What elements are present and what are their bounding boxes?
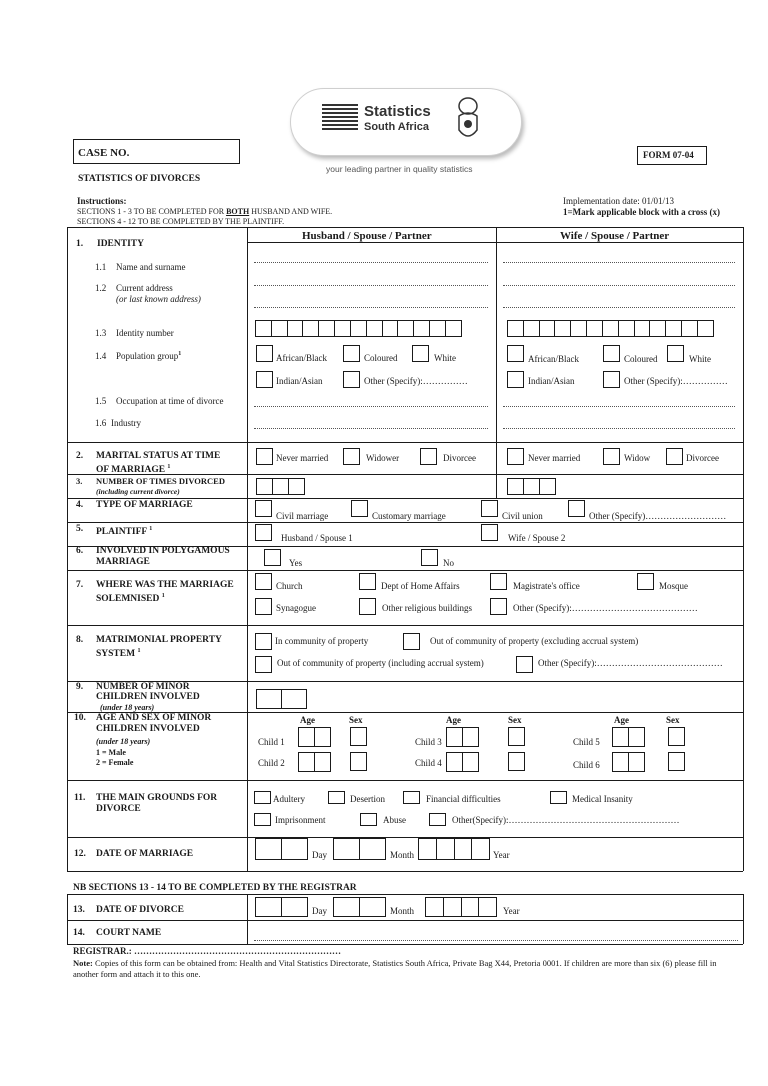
instructions-line2: SECTIONS 4 - 12 TO BE COMPLETED BY THE PLAINTIFF. (77, 217, 285, 226)
divorce-year[interactable] (425, 897, 496, 917)
divorce-month-label: Month (390, 906, 415, 916)
financial-label: Financial difficulties (426, 794, 501, 804)
w-pop-indian-checkbox[interactable] (507, 371, 524, 388)
w-pop-african-label: African/Black (528, 354, 579, 364)
child2-label: Child 2 (258, 758, 285, 768)
w-pop-other-label: Other (Specify):…………… (624, 376, 728, 386)
age-header-1: Age (300, 715, 315, 725)
form-number: FORM 07-04 (643, 150, 694, 160)
h-pop-african-checkbox[interactable] (256, 345, 273, 362)
s1-4-num: 1.4 (95, 351, 107, 361)
solemnised-other-checkbox[interactable] (490, 598, 507, 615)
s7-title-2 (96, 591, 165, 605)
s1-title: IDENTITY (97, 239, 144, 249)
child6-sex[interactable] (668, 752, 685, 771)
s1-num: 1. (76, 239, 84, 249)
religious-building-checkbox[interactable] (359, 598, 376, 615)
s7-num: 7. (76, 580, 84, 590)
s10-num: 10. (74, 713, 86, 723)
s1-6-label: Industry (111, 418, 141, 428)
instr-emph: BOTH (226, 207, 250, 216)
case-no-label: CASE NO. (78, 147, 130, 159)
adultery-checkbox[interactable] (254, 791, 271, 804)
church-label: Church (276, 581, 303, 591)
mosque-checkbox[interactable] (637, 573, 654, 590)
footer-note-label: Note: (73, 958, 93, 968)
h-pop-white-label: White (434, 353, 456, 363)
husband-times-divorced[interactable] (256, 478, 303, 495)
h-never-married-checkbox[interactable] (256, 448, 273, 465)
out-excluding-label: Out of community of property (excluding accrual system) (430, 636, 639, 646)
out-excluding-checkbox[interactable] (403, 633, 420, 650)
child3-sex[interactable] (508, 727, 525, 746)
child4-label: Child 4 (415, 758, 442, 768)
wife-times-divorced[interactable] (507, 478, 554, 495)
home-affairs-label: Dept of Home Affairs (381, 581, 460, 591)
instructions-heading: Instructions: (77, 196, 127, 206)
husband-industry-field[interactable] (254, 428, 488, 429)
polygamous-yes-checkbox[interactable] (264, 549, 281, 566)
child3-age[interactable] (446, 727, 478, 747)
minor-children-count[interactable] (256, 689, 306, 709)
plaintiff-spouse2-label: Wife / Spouse 2 (508, 533, 566, 543)
civil-marriage-checkbox[interactable] (255, 500, 272, 517)
h-divorcee-label: Divorcee (443, 453, 476, 463)
column-wife: Wife / Spouse / Partner (560, 230, 670, 242)
civil-union-checkbox[interactable] (481, 500, 498, 517)
synagogue-checkbox[interactable] (255, 598, 272, 615)
s6-title-2: MARRIAGE (96, 557, 150, 567)
s7-sup: 1 (161, 593, 165, 599)
magistrate-checkbox[interactable] (490, 573, 507, 590)
child4-age[interactable] (446, 752, 478, 772)
s6-num: 6. (76, 546, 84, 556)
registrar-note: NB SECTIONS 13 - 14 TO BE COMPLETED BY THE REGISTRAR (73, 883, 357, 893)
coat-of-arms-icon (453, 96, 483, 146)
h-widower-label: Widower (366, 453, 400, 463)
in-community-checkbox[interactable] (255, 633, 272, 650)
mosque-label: Mosque (659, 581, 688, 591)
s4-title: TYPE OF MARRIAGE (96, 500, 193, 510)
s3-num: 3. (76, 476, 83, 486)
logo-subtitle: South Africa (364, 121, 429, 133)
mark-instruction: 1=Mark applicable block with a cross (x) (563, 207, 720, 217)
marriage-day[interactable] (255, 838, 307, 860)
s7-title-2-text: SOLEMNISED (96, 594, 160, 605)
s1-4-text: Population group (116, 351, 179, 361)
synagogue-label: Synagogue (276, 603, 316, 613)
church-checkbox[interactable] (255, 573, 272, 590)
marriage-month-label: Month (390, 850, 415, 860)
divorce-day[interactable] (255, 897, 307, 917)
s2-title-2 (96, 462, 170, 476)
instr-post: HUSBAND AND WIFE. (249, 207, 333, 216)
solemnised-other-label: Other (Specify):…………………………………… (513, 603, 698, 613)
abuse-checkbox[interactable] (360, 813, 377, 826)
h-pop-white-checkbox[interactable] (412, 345, 429, 362)
age-header-2: Age (446, 715, 461, 725)
religious-building-label: Other religious buildings (382, 603, 472, 613)
customary-marriage-label: Customary marriage (372, 511, 446, 521)
home-affairs-checkbox[interactable] (359, 573, 376, 590)
adultery-label: Adultery (273, 794, 305, 804)
s6-title-1: INVOLVED IN POLYGAMOUS (96, 546, 230, 556)
abuse-label: Abuse (383, 815, 406, 825)
child5-sex[interactable] (668, 727, 685, 746)
s1-4-sup: 1 (178, 351, 182, 357)
age-header-3: Age (614, 715, 629, 725)
divorce-year-label: Year (503, 906, 520, 916)
implementation-date: Implementation date: 01/01/13 (563, 196, 674, 206)
desertion-label: Desertion (350, 794, 385, 804)
s12-num: 12. (74, 849, 86, 859)
s13-title: DATE OF DIVORCE (96, 905, 184, 915)
husband-address-field-1[interactable] (254, 285, 488, 286)
s7-title-1: WHERE WAS THE MARRIAGE (96, 580, 234, 590)
insanity-checkbox[interactable] (550, 791, 567, 804)
w-divorcee-checkbox[interactable] (666, 448, 683, 465)
s10-title-2: CHILDREN INVOLVED (96, 724, 200, 734)
child1-sex[interactable] (350, 727, 367, 746)
marriage-other-checkbox[interactable] (568, 500, 585, 517)
marriage-other-label: Other (Specify)……………………… (589, 511, 727, 521)
s10-title-1: AGE AND SEX OF MINOR (96, 713, 212, 723)
h-divorcee-checkbox[interactable] (420, 448, 437, 465)
polygamous-no-label: No (443, 558, 454, 568)
wife-id-number[interactable] (507, 320, 713, 337)
s11-title-2: DIVORCE (96, 804, 141, 814)
sex-header-3: Sex (666, 715, 680, 725)
h-pop-indian-label: Indian/Asian (276, 376, 323, 386)
child6-label: Child 6 (573, 760, 600, 770)
instructions-line1 (77, 207, 332, 216)
w-pop-other-checkbox[interactable] (603, 371, 620, 388)
logo-title: Statistics (364, 103, 431, 120)
child1-label: Child 1 (258, 737, 285, 747)
husband-id-number[interactable] (255, 320, 461, 337)
s14-num: 14. (73, 928, 85, 938)
civil-marriage-label: Civil marriage (276, 511, 329, 521)
property-other-checkbox[interactable] (516, 656, 533, 673)
out-including-label: Out of community of property (including accrual system) (277, 658, 484, 668)
s13-num: 13. (73, 905, 85, 915)
s3-sub: (including current divorce) (96, 487, 180, 496)
s10-sub: (under 18 years) (96, 737, 151, 746)
sex-header-2: Sex (508, 715, 522, 725)
wife-occupation-field[interactable] (503, 406, 735, 407)
h-pop-african-label: African/Black (276, 353, 327, 363)
s1-5-num: 1.5 (95, 396, 107, 406)
s5-title (96, 524, 152, 538)
s1-3-num: 1.3 (95, 328, 107, 338)
s1-2-label: Current address (116, 283, 173, 293)
imprisonment-label: Imprisonment (275, 815, 326, 825)
financial-checkbox[interactable] (403, 791, 420, 804)
s1-1-num: 1.1 (95, 262, 107, 272)
s1-1-label: Name and surname (116, 262, 186, 272)
child2-age[interactable] (298, 752, 330, 772)
husband-name-field[interactable] (254, 262, 488, 263)
marriage-day-label: Day (312, 850, 327, 860)
footer-note-text: Copies of this form can be obtained from: Health and Vital Statistics Directorate, Statistics South Africa, Private Bag X44, Pretoria 0001. If children are more than six (6) please fill in another form and attach it to this one. (73, 958, 717, 979)
s1-2-num: 1.2 (95, 283, 107, 293)
s2-title-2-text: OF MARRIAGE (96, 465, 166, 476)
s5-sup: 1 (149, 526, 153, 532)
s9-num: 9. (76, 682, 84, 692)
s2-sup: 1 (167, 464, 171, 470)
customary-marriage-checkbox[interactable] (351, 500, 368, 517)
imprisonment-checkbox[interactable] (254, 813, 271, 826)
marriage-month[interactable] (333, 838, 385, 860)
in-community-label: In community of property (275, 636, 369, 646)
grounds-other-checkbox[interactable] (429, 813, 446, 826)
s1-4-label (116, 351, 181, 361)
plaintiff-spouse2-checkbox[interactable] (481, 524, 498, 541)
w-pop-coloured-checkbox[interactable] (603, 345, 620, 362)
s12-title: DATE OF MARRIAGE (96, 849, 194, 859)
s8-title-1: MATRIMONIAL PROPERTY (96, 635, 222, 645)
s8-title-2-text: SYSTEM (96, 649, 136, 660)
s1-3-label: Identity number (116, 328, 174, 338)
sex-header-1: Sex (349, 715, 363, 725)
footer-note (73, 958, 738, 980)
h-never-married-label: Never married (276, 453, 329, 463)
h-pop-coloured-label: Coloured (364, 353, 398, 363)
h-pop-other-label: Other (Specify):…………… (364, 376, 468, 386)
s10-female: 2 = Female (96, 758, 134, 767)
s1-2-sublabel: (or last known address) (116, 294, 201, 304)
s2-title-1: MARITAL STATUS AT TIME (96, 451, 221, 461)
s9-title-2: CHILDREN INVOLVED (96, 692, 200, 702)
tagline: your leading partner in quality statistics (326, 164, 473, 174)
s11-title-1: THE MAIN GROUNDS FOR (96, 793, 218, 803)
grounds-other-label: Other(Specify):………………………………………………… (452, 815, 680, 825)
divorce-day-label: Day (312, 906, 327, 916)
child5-label: Child 5 (573, 737, 600, 747)
page-title: STATISTICS OF DIVORCES (78, 174, 201, 184)
w-pop-white-checkbox[interactable] (667, 345, 684, 362)
s2-num: 2. (76, 451, 84, 461)
w-widow-label: Widow (624, 453, 651, 463)
stats-sa-logo-mark (322, 102, 358, 134)
wife-name-field[interactable] (503, 262, 735, 263)
plaintiff-spouse1-checkbox[interactable] (255, 524, 272, 541)
s8-num: 8. (76, 635, 84, 645)
polygamous-no-checkbox[interactable] (421, 549, 438, 566)
marriage-year[interactable] (418, 838, 489, 860)
polygamous-yes-label: Yes (289, 558, 303, 568)
civil-union-label: Civil union (502, 511, 543, 521)
husband-occupation-field[interactable] (254, 406, 488, 407)
insanity-label: Medical Insanity (572, 794, 633, 804)
s5-num: 5. (76, 524, 84, 534)
out-including-checkbox[interactable] (255, 656, 272, 673)
child5-age[interactable] (612, 727, 644, 747)
instr-pre: SECTIONS 1 - 3 TO BE COMPLETED FOR (77, 207, 227, 216)
w-never-married-label: Never married (528, 453, 581, 463)
property-other-label: Other (Specify):…………………………………… (538, 658, 723, 668)
s14-title: COURT NAME (96, 928, 162, 938)
wife-address-field-2[interactable] (503, 307, 735, 308)
s8-title-2 (96, 646, 140, 660)
child4-sex[interactable] (508, 752, 525, 771)
w-never-married-checkbox[interactable] (507, 448, 524, 465)
s9-sub: (under 18 years) (100, 703, 155, 712)
s5-title-text: PLAINTIFF (96, 527, 147, 538)
w-pop-white-label: White (689, 354, 711, 364)
s3-title: NUMBER OF TIMES DIVORCED (96, 476, 225, 486)
w-pop-coloured-label: Coloured (624, 354, 658, 364)
magistrate-label: Magistrate's office (513, 581, 580, 591)
registrar-signature: REGISTRAR.: …………………………………………………………… (73, 946, 342, 956)
w-pop-indian-label: Indian/Asian (528, 376, 575, 386)
column-husband: Husband / Spouse / Partner (302, 230, 432, 242)
h-pop-indian-checkbox[interactable] (256, 371, 273, 388)
s4-num: 4. (76, 500, 84, 510)
child1-age[interactable] (298, 727, 330, 747)
child3-label: Child 3 (415, 737, 442, 747)
desertion-checkbox[interactable] (328, 791, 345, 804)
child6-age[interactable] (612, 752, 644, 772)
divorce-month[interactable] (333, 897, 385, 917)
w-widow-checkbox[interactable] (603, 448, 620, 465)
h-pop-coloured-checkbox[interactable] (343, 345, 360, 362)
w-pop-african-checkbox[interactable] (507, 345, 524, 362)
s9-title-1: NUMBER OF MINOR (96, 682, 190, 692)
s11-num: 11. (74, 793, 86, 803)
wife-address-field-1[interactable] (503, 285, 735, 286)
husband-address-field-2[interactable] (254, 307, 488, 308)
child2-sex[interactable] (350, 752, 367, 771)
s10-male: 1 = Male (96, 748, 126, 757)
s1-6-num: 1.6 (95, 418, 107, 428)
s1-5-label: Occupation at time of divorce (116, 396, 224, 406)
court-name-field[interactable] (254, 940, 738, 941)
marriage-year-label: Year (493, 850, 510, 860)
s8-sup: 1 (137, 648, 141, 654)
h-widower-checkbox[interactable] (343, 448, 360, 465)
h-pop-other-checkbox[interactable] (343, 371, 360, 388)
wife-industry-field[interactable] (503, 428, 735, 429)
w-divorcee-label: Divorcee (686, 453, 719, 463)
plaintiff-spouse1-label: Husband / Spouse 1 (281, 533, 353, 543)
